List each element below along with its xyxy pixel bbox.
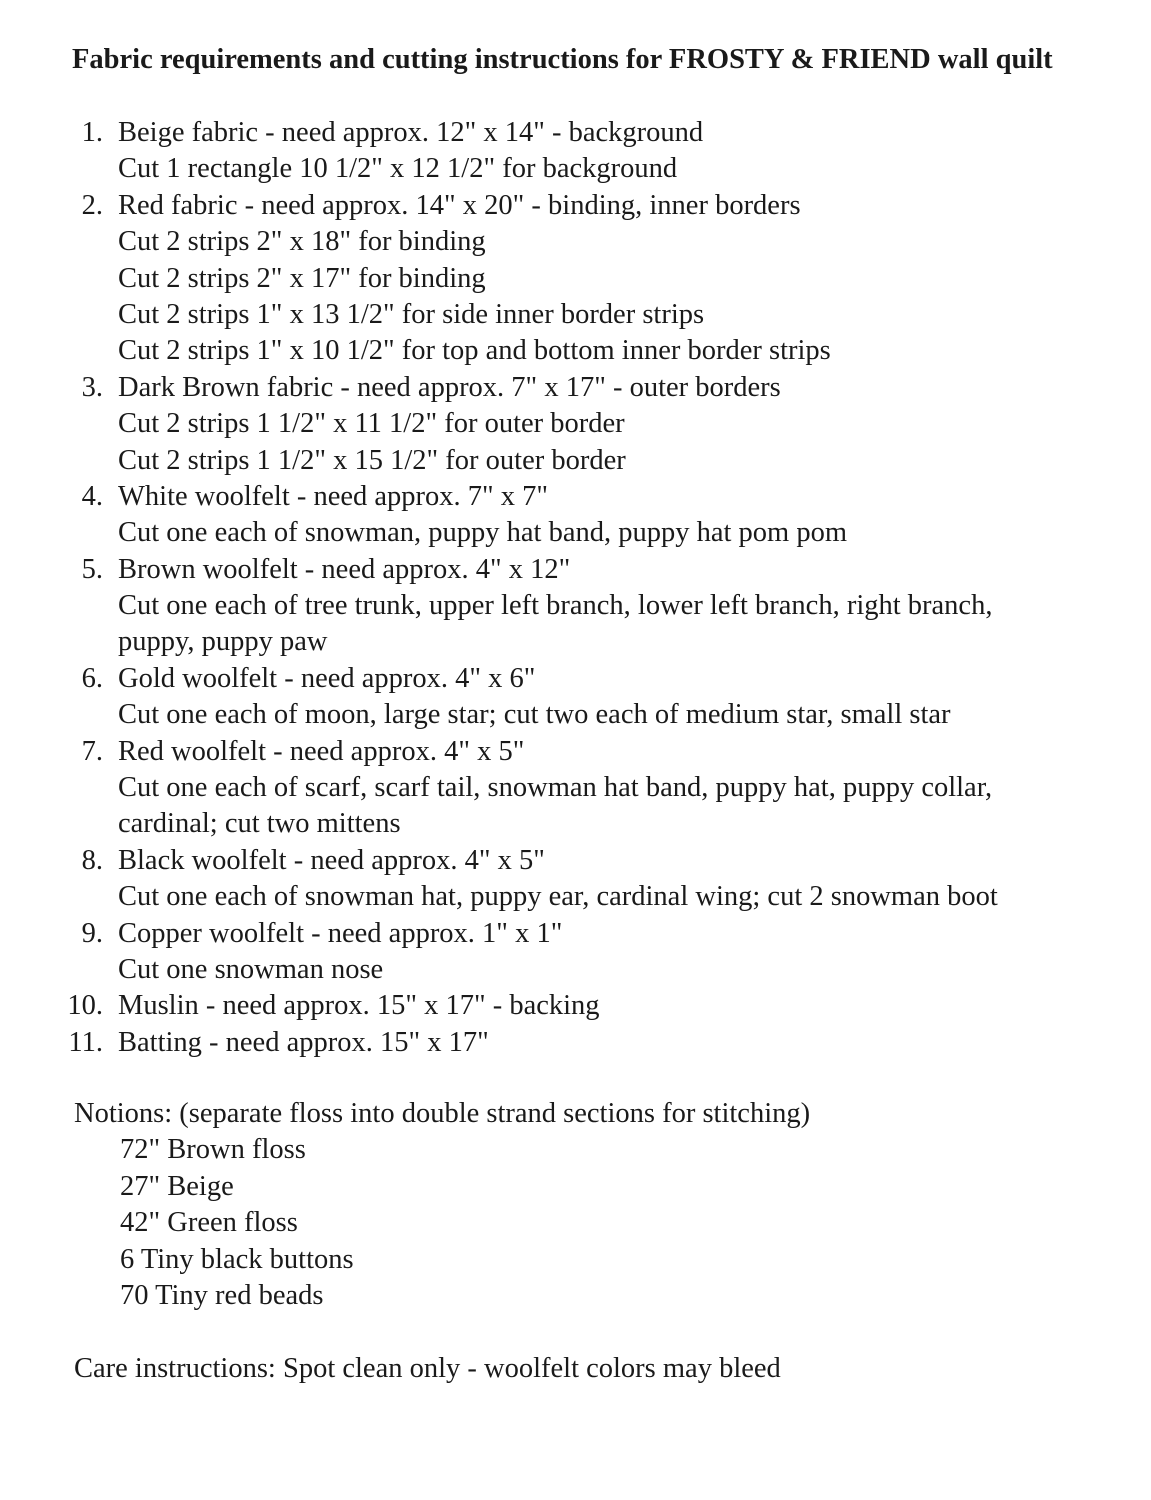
material-item xyxy=(0,479,1151,515)
material-item xyxy=(0,661,1151,697)
material-detail-text: Cut 2 strips 1 1/2" x 11 1/2" for outer border xyxy=(118,408,625,440)
material-heading: Dark Brown fabric - need approx. 7" x 17" - outer borders xyxy=(118,371,781,403)
material-heading: Batting - need approx. 15" x 17" xyxy=(118,1026,489,1058)
material-item xyxy=(0,370,1151,406)
notions-items xyxy=(120,1132,354,1314)
material-number: 1. xyxy=(81,117,103,148)
material-item xyxy=(0,552,1151,588)
material-detail-text: puppy, puppy paw xyxy=(118,626,328,658)
material-number: 4. xyxy=(81,480,103,512)
material-detail xyxy=(0,879,1151,915)
material-detail xyxy=(0,151,1151,187)
material-heading: Red woolfelt - need approx. 4" x 5" xyxy=(118,735,525,767)
material-heading: Beige fabric - need approx. 12" x 14" - background xyxy=(118,117,704,148)
notion-item: 70 Tiny red beads xyxy=(120,1279,324,1311)
material-detail xyxy=(0,224,1151,260)
material-detail xyxy=(0,443,1151,479)
material-number: 9. xyxy=(81,917,103,949)
material-heading: Gold woolfelt - need approx. 4" x 6" xyxy=(118,662,536,694)
material-number: 6. xyxy=(81,662,103,694)
materials-list xyxy=(0,115,1151,1061)
material-detail-text: Cut one each of snowman, puppy hat band, puppy hat pom pom xyxy=(118,517,848,549)
material-detail xyxy=(0,697,1151,733)
material-number: 8. xyxy=(81,844,103,876)
material-heading: Muslin - need approx. 15" x 17" - backing xyxy=(118,990,600,1022)
material-item xyxy=(0,988,1151,1024)
material-detail xyxy=(0,952,1151,988)
notion-item: 27" Beige xyxy=(120,1170,234,1202)
material-heading: Brown woolfelt - need approx. 4" x 12" xyxy=(118,553,571,585)
notion-item: 42" Green floss xyxy=(120,1207,298,1239)
notions-heading: Notions: (separate floss into double strand sections for stitching) xyxy=(74,1098,811,1129)
material-item xyxy=(0,916,1151,952)
material-detail-text: Cut one each of snowman hat, puppy ear, cardinal wing; cut 2 snowman boot xyxy=(118,881,998,913)
material-detail-text: Cut 2 strips 1" x 10 1/2" for top and bottom inner border strips xyxy=(118,335,831,367)
material-detail xyxy=(0,406,1151,442)
material-number: 2. xyxy=(81,189,103,221)
material-item xyxy=(0,188,1151,224)
material-detail xyxy=(0,515,1151,551)
material-detail xyxy=(0,333,1151,369)
material-item xyxy=(0,115,1151,151)
material-heading: White woolfelt - need approx. 7" x 7" xyxy=(118,480,549,512)
material-detail-text: Cut 2 strips 1" x 13 1/2" for side inner border strips xyxy=(118,298,705,330)
material-heading: Black woolfelt - need approx. 4" x 5" xyxy=(118,844,545,876)
material-detail-text: Cut 1 rectangle 10 1/2" x 12 1/2" for background xyxy=(118,153,678,185)
material-detail-text: Cut one snowman nose xyxy=(118,953,384,985)
material-item xyxy=(0,843,1151,879)
material-number: 7. xyxy=(81,735,103,767)
material-item xyxy=(0,1025,1151,1061)
material-detail-text: Cut one each of tree trunk, upper left branch, lower left branch, right branch, xyxy=(118,590,993,622)
material-detail-text: cardinal; cut two mittens xyxy=(118,808,401,840)
care-instructions: Care instructions: Spot clean only - woolfelt colors may bleed xyxy=(74,1353,781,1384)
material-detail xyxy=(0,806,1151,842)
material-detail xyxy=(0,261,1151,297)
document-title: Fabric requirements and cutting instructions for FROSTY & FRIEND wall quilt xyxy=(72,44,1053,75)
material-detail xyxy=(0,770,1151,806)
material-detail-text: Cut one each of scarf, scarf tail, snowman hat band, puppy hat, puppy collar, xyxy=(118,772,993,804)
material-number: 11. xyxy=(68,1026,103,1058)
material-detail-text: Cut 2 strips 2" x 17" for binding xyxy=(118,262,486,294)
material-detail xyxy=(0,297,1151,333)
material-detail xyxy=(0,624,1151,660)
notion-item: 6 Tiny black buttons xyxy=(120,1243,354,1275)
material-number: 10. xyxy=(67,990,103,1022)
material-detail xyxy=(0,588,1151,624)
notion-item: 72" Brown floss xyxy=(120,1134,306,1166)
material-item xyxy=(0,734,1151,770)
material-detail-text: Cut 2 strips 2" x 18" for binding xyxy=(118,226,486,258)
material-number: 3. xyxy=(81,371,103,403)
material-heading: Red fabric - need approx. 14" x 20" - binding, inner borders xyxy=(118,189,801,221)
material-detail-text: Cut 2 strips 1 1/2" x 15 1/2" for outer border xyxy=(118,444,626,476)
material-detail-text: Cut one each of moon, large star; cut two each of medium star, small star xyxy=(118,699,951,731)
material-number: 5. xyxy=(81,553,103,585)
material-heading: Copper woolfelt - need approx. 1" x 1" xyxy=(118,917,563,949)
